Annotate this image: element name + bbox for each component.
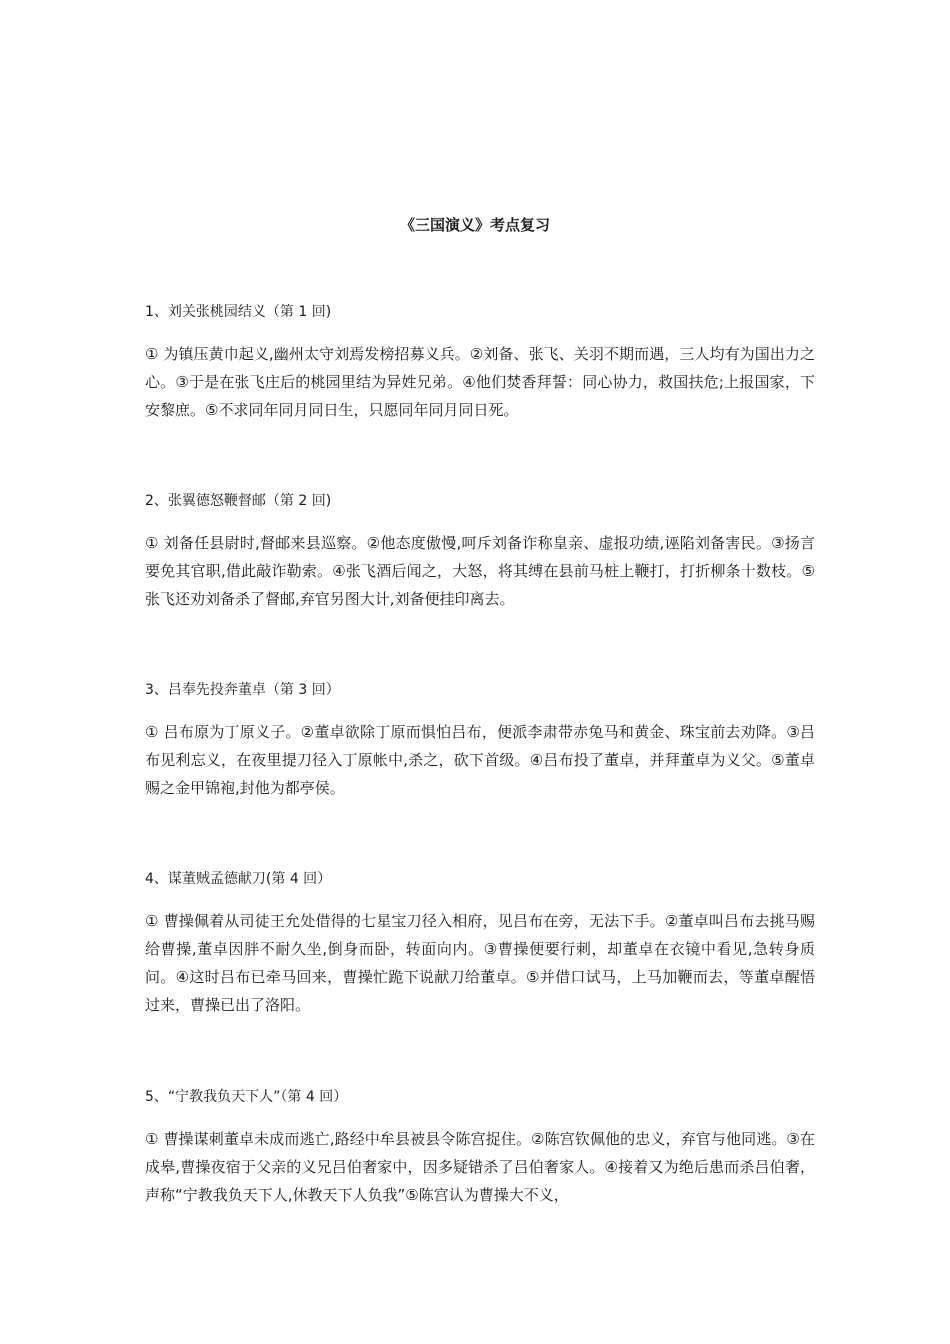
section-heading: 5、“宁教我负天下人”（第 4 回） [145, 1089, 348, 1105]
section-3 [145, 680, 815, 802]
section-heading: 2、张翼德怒鞭督邮（第 2 回) [145, 493, 332, 509]
section-body: ① 为镇压黄巾起义,幽州太守刘焉发榜招募义兵。②刘备、张飞、关羽不期而遇，三人均有为国出力之心。③于是在张飞庄后的桃园里结为异姓兄弟。④他们焚香拜誓：同心协力，救国扶危;上报国家，下安黎庶。⑤不求同年同月同日生，只愿同年同月同日死。 [145, 345, 815, 419]
section-heading: 1、刘关张桃园结义（第 1 回) [145, 304, 332, 320]
section-4 [145, 869, 815, 1019]
section-1 [145, 302, 815, 424]
section-body: ① 曹操佩着从司徒王允处借得的七星宝刀径入相府，见吕布在旁，无法下手。②董卓叫吕布去挑马赐给曹操,董卓因胖不耐久坐,倒身而卧，转面向内。③曹操便要行刺，却董卓在衣镜中看见,急转身质问。④这时吕布已牵马回来，曹操忙跪下说献刀给董卓。⑤并借口试马，上马加鞭而去，等董卓醒悟过来，曹操已出了洛阳。 [145, 912, 815, 1014]
section-2 [145, 491, 815, 613]
document-title: 《三国演义》考点复习 [399, 216, 550, 234]
section-heading: 4、谋董贼孟德献刀(第 4 回） [145, 871, 332, 887]
section-body: ① 刘备任县尉时,督邮来县巡察。②他态度傲慢,呵斥刘备诈称皇亲、虚报功绩,诬陷刘备害民。③扬言要免其官职,借此敲诈勒索。④张飞酒后闻之，大怒，将其缚在县前马桩上鞭打，打折柳条十数枝。⑤张飞还劝刘备杀了督邮,弃官另图大计,刘备便挂印离去。 [145, 534, 815, 608]
section-body: ① 曹操谋刺董卓未成而逃亡,路经中牟县被县令陈宫捉住。②陈宫钦佩他的忠义，弃官与他同逃。③在成皋,曹操夜宿于父亲的义兄吕伯奢家中，因多疑错杀了吕伯奢家人。④接着又为绝后患而杀吕伯奢，声称“宁教我负天下人,休教天下人负我”⑤陈宫认为曹操大不义， [145, 1130, 815, 1204]
section-5 [145, 1087, 815, 1209]
section-heading: 3、吕奉先投奔董卓（第 3 回） [145, 682, 340, 698]
section-body: ① 吕布原为丁原义子。②董卓欲除丁原而惧怕吕布，便派李肃带赤兔马和黄金、珠宝前去劝降。③吕布见利忘义，在夜里提刀径入丁原帐中,杀之，砍下首级。④吕布投了董卓，并拜董卓为义父。⑤董卓赐之金甲锦袍,封他为都亭侯。 [145, 723, 815, 797]
